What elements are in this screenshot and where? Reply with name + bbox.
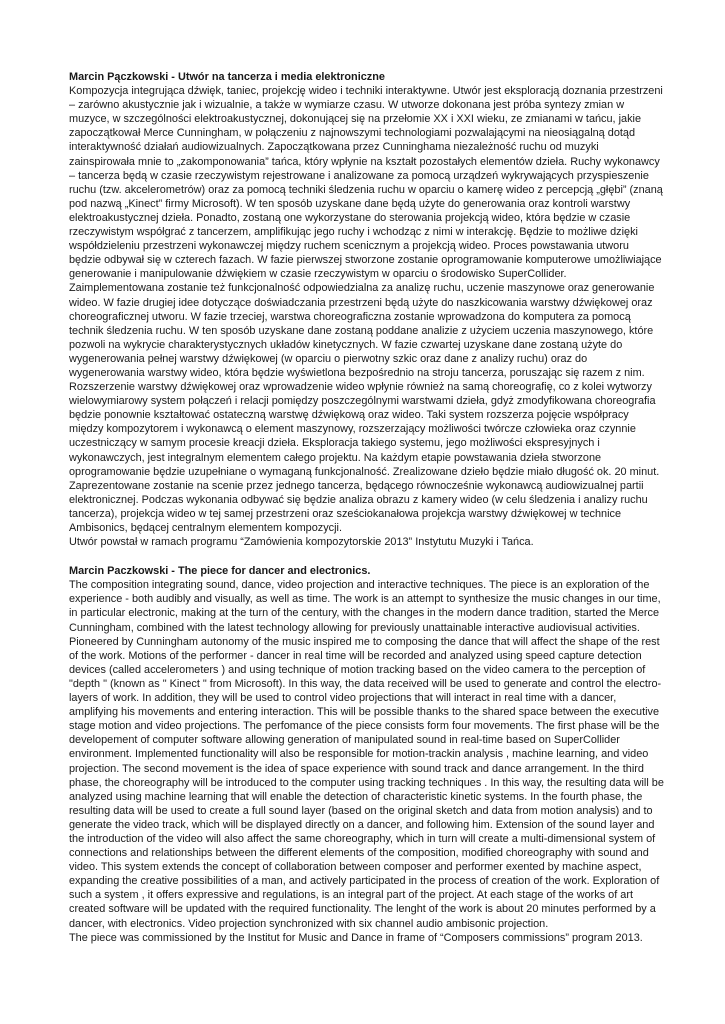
polish-footer: Utwór powstał w ramach programu “Zamówienia kompozytorskie 2013” Instytutu Muzyki i Tańca. — [69, 536, 534, 549]
english-body: The composition integrating sound, dance, video projection and interactive techniques. The piece is an exploration of the experience - both audibly and visually, as well as time. The work is an attempt to synthesize the music changes in our time, in particular electronic, making at the turn of the century, with the changes in the modern dance tradition, started the Merce Cunningham, combined with the latest technology allowing for previously unattainable interactive audiovisual activities. Pioneered by Cunningham autonomy of the music inspired me to composing the dance that will affect the shape of the rest of the work. Motions of the performer - dancer in real time will be recorded and analyzed using speed capture detection devices (called accelerometers ) and using technique of motion tracking based on the video camera to the perception of "depth " (known as " Kinect " from Microsoft). In this way, the data received will be used to generate and control the electro-layers of work. In addition, they will be used to control video projections that will interact in real time with a dancer, amplifying his movements and entering interaction. This will be possible thanks to the shared space between the executive stage motion and video projections. The perfomance of the piece consists form four movements. The first phase will be the developement of computer software allowing generation of manipulated sound in real-time based on SuperCollider environment. Implemented functionality will also be responsible for motion-trackin analysis , machine learning, and video projection. The second movement is the idea of space experience with sound track and dance arrangement. In the third phase, the choreography will be introduced to the computer using tracking techniques . In this way, the resulting data will be analyzed using machine learning that will enable the detection of characteristic kinetic systems. In the fourth phase, the resulting data will be used to create a full sound layer (based on the original sketch and data from motion analysis) and to generate the video track, which will be displayed directly on a dancer, and following him. Extension of the sound layer and the introduction of the video will also affect the same choreography, which in turn will create a multi-dimensional system of connections and relationships between the different elements of the composition, modified choreography with sound and video. This system extends the concept of collaboration between composer and performer exented by machine aspect, expanding the creative possibilities of a man, and actively participated in the process of creation of the work. Exploration of such a system , it offers expressive and regulations, is an integral part of the project. At each stage of the works of art created software will be updated with the required functionality. The lenght of the work is about 20 minutes performed by a dancer, with electronics. Video projection synchronized with six channel audio ambisonic projection. — [69, 579, 664, 930]
english-footer: The piece was commissioned by the Institut for Music and Dance in frame of “Composers commissions” program 2013. — [69, 931, 643, 944]
polish-section — [69, 70, 664, 549]
english-title: Marcin Paczkowski - The piece for dancer and electronics. — [69, 565, 371, 578]
document-page — [69, 70, 664, 945]
polish-title: Marcin Pączkowski - Utwór na tancerza i media elektroniczne — [69, 71, 385, 83]
english-section — [69, 564, 664, 945]
section-gap — [69, 549, 664, 564]
polish-body: Kompozycja integrująca dźwięk, taniec, projekcję wideo i techniki interaktywne. Utwór jest eksploracją doznania przestrzeni – zarówno akustycznie jak i wizualnie, a także w wymiarze czasu. W utworze dokonana jest próba syntezy zmian w muzyce, w szczególności elektroakustycznej, dokonującej się na przełomie XX i XXI wieku, ze zmianami w tańcu, jakie zapoczątkował Merce Cunningham, w połączeniu z najnowszymi technologiami pozwalającymi na nieosiągalną dotąd interaktywność działań audiowizualnych. Zapoczątkowana przez Cunninghama niezależność ruchu od muzyki zainspirowała mnie to „zakomponowania” tańca, który wpłynie na kształt pozostałych elementów dzieła. Ruchy wykonawcy – tancerza będą w czasie rzeczywistym rejestrowane i analizowane za pomocą urządzeń wykrywających przyspieszenie ruchu (tzw. akcelerometrów) oraz za pomocą techniki śledzenia ruchu w oparciu o kamerę wideo z percepcją „głębi” (znaną pod nazwą „Kinect” firmy Microsoft). W ten sposób uzyskane dane będą użyte do generowania oraz kontroli warstwy elektroakustycznej dzieła. Ponadto, zostaną one wykorzystane do sterowania projekcją wideo, która będzie w czasie rzeczywistym współgrać z tancerzem, amplifikując jego ruchy i wchodząc z nimi w interakcję. Będzie to możliwe dzięki współdzieleniu przestrzeni wykonawczej między ruchem scenicznym a projekcją wideo. Proces powstawania utworu będzie odbywał się w czterech fazach. W fazie pierwszej stworzone zostanie oprogramowanie komputerowe umożliwiające generowanie i manipulowanie dźwiękiem w czasie rzeczywistym w oparciu o środowisko SuperCollider. Zaimplementowana zostanie też funkcjonalność odpowiedzialna za analizę ruchu, uczenie maszynowe oraz generowanie wideo. W fazie drugiej idee dotyczące doświadczania przestrzeni będą użyte do naszkicowania warstwy dźwiękowej oraz choreograficznej utworu. W fazie trzeciej, warstwa choreograficzna zostanie wprowadzona do komputera za pomocą technik śledzenia ruchu. W ten sposób uzyskane dane zostaną poddane analizie z użyciem uczenia maszynowego, które pozwoli na wykrycie charakterystycznych układów kinetycznych. W fazie czwartej uzyskane dane zostaną użyte do wygenerowania pełnej warstwy dźwiękowej (w oparciu o pierwotny szkic oraz dane z analizy ruchu) oraz do wygenerowania warstwy wideo, która będzie wyświetlona bezpośrednio na stroju tancerza, poruszając się razem z nim. Rozszerzenie warstwy dźwiękowej oraz wprowadzenie wideo wpłynie również na samą choreografię, co z kolei wytworzy wielowymiarowy system połączeń i relacji pomiędzy poszczególnymi warstwami dzieła, gdyż zmodyfikowana choreografia będzie ponownie kształtować ostateczną warstwę dźwiękową oraz wideo. Taki system rozszerza pojęcie współpracy między kompozytorem i wykonawcą o element maszynowy, rozszerzający możliwości twórcze człowieka oraz czynnie uczestniczący w samym procesie kreacji dzieła. Eksploracja takiego systemu, jego możliwości ekspresyjnych i wykonawczych, jest integralnym elementem całego projektu. Na każdym etapie powstawania dzieła stworzone oprogramowanie będzie uzupełniane o wymaganą funkcjonalność. Zrealizowane dzieło będzie miało długość ok. 20 minut. Zaprezentowane zostanie na scenie przez jednego tancerza, będącego równocześnie wykonawcą audiowizualnej partii elektronicznej. Podczas wykonania odbywać się będzie analiza obrazu z kamery wideo (w celu śledzenia i analizy ruchu tancerza), projekcja wideo w tej samej przestrzeni oraz sześciokanałowa projekcja warstwy dźwiękowej w technice Ambisonics, będącej centralnym elementem kompozycji. — [69, 85, 663, 534]
